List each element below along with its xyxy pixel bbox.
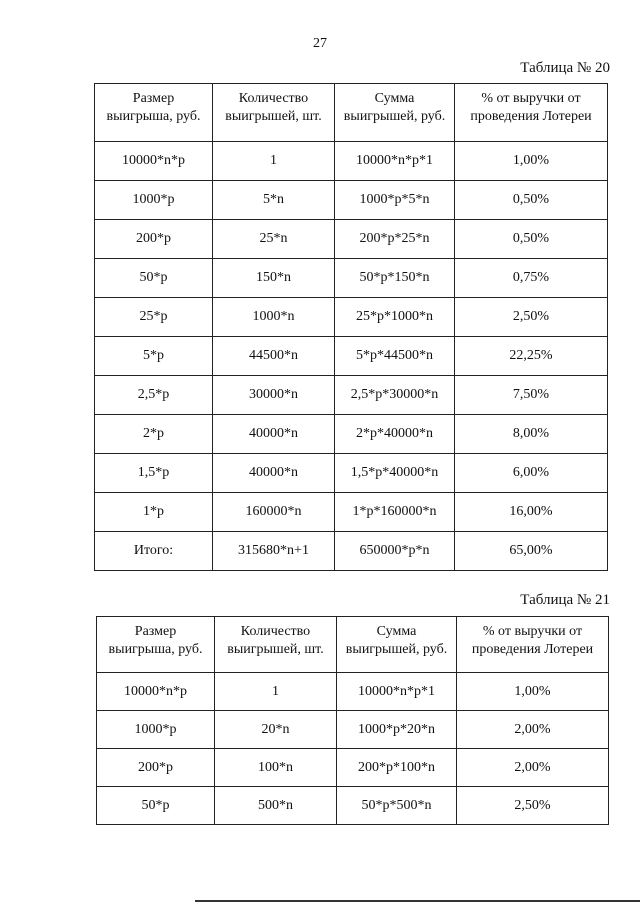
cell-prize-sum: 50*p*150*n: [335, 259, 455, 298]
cell-prize-size: Итого:: [95, 532, 213, 571]
cell-prize-sum: 200*p*25*n: [335, 220, 455, 259]
cell-prize-size: 200*p: [95, 220, 213, 259]
cell-revenue-percent: 2,00%: [457, 749, 609, 787]
cell-revenue-percent: 65,00%: [455, 532, 608, 571]
cell-prize-sum: 1000*p*5*n: [335, 181, 455, 220]
table-row: [95, 181, 608, 220]
cell-revenue-percent: 2,00%: [457, 711, 609, 749]
cell-revenue-percent: 16,00%: [455, 493, 608, 532]
cell-prize-sum: 2*p*40000*n: [335, 415, 455, 454]
cell-prize-sum: 50*p*500*n: [337, 787, 457, 825]
table-row: [97, 673, 609, 711]
table-21-body: [97, 673, 609, 825]
table-20-body: [95, 142, 608, 571]
cell-revenue-percent: 0,75%: [455, 259, 608, 298]
table-row: [95, 415, 608, 454]
header-revenue-percent: % от выручки от проведения Лотереи: [455, 84, 608, 142]
header-prize-count: Количество выигрышей, шт.: [213, 84, 335, 142]
cell-prize-sum: 5*p*44500*n: [335, 337, 455, 376]
cell-prize-sum: 1000*p*20*n: [337, 711, 457, 749]
cell-revenue-percent: 0,50%: [455, 220, 608, 259]
cell-prize-count: 315680*n+1: [213, 532, 335, 571]
cell-prize-count: 160000*n: [213, 493, 335, 532]
table-row: [97, 749, 609, 787]
header-prize-sum: Сумма выигрышей, руб.: [337, 617, 457, 673]
cell-prize-size: 2*p: [95, 415, 213, 454]
table-row: [95, 220, 608, 259]
cell-prize-size: 200*p: [97, 749, 215, 787]
table-row: [95, 493, 608, 532]
table-row: [95, 259, 608, 298]
cell-prize-count: 500*n: [215, 787, 337, 825]
cell-revenue-percent: 8,00%: [455, 415, 608, 454]
cell-prize-size: 1,5*p: [95, 454, 213, 493]
cell-prize-size: 50*p: [97, 787, 215, 825]
table-row: [95, 298, 608, 337]
cell-prize-sum: 1,5*p*40000*n: [335, 454, 455, 493]
table-20-caption: Таблица № 20: [520, 60, 610, 76]
cell-revenue-percent: 0,50%: [455, 181, 608, 220]
cell-prize-count: 5*n: [213, 181, 335, 220]
cell-revenue-percent: 6,00%: [455, 454, 608, 493]
table-row: [95, 454, 608, 493]
page-bottom-edge: [195, 900, 640, 902]
table-21: [96, 616, 609, 825]
cell-prize-size: 1000*p: [95, 181, 213, 220]
cell-prize-count: 100*n: [215, 749, 337, 787]
cell-prize-size: 10000*n*p: [95, 142, 213, 181]
cell-prize-sum: 200*p*100*n: [337, 749, 457, 787]
cell-prize-count: 30000*n: [213, 376, 335, 415]
header-revenue-percent: % от выручки от проведения Лотереи: [457, 617, 609, 673]
cell-prize-sum: 10000*n*p*1: [337, 673, 457, 711]
cell-revenue-percent: 1,00%: [455, 142, 608, 181]
cell-prize-size: 50*p: [95, 259, 213, 298]
cell-revenue-percent: 1,00%: [457, 673, 609, 711]
cell-prize-count: 44500*n: [213, 337, 335, 376]
cell-prize-count: 25*n: [213, 220, 335, 259]
table-row: [95, 376, 608, 415]
cell-revenue-percent: 2,50%: [457, 787, 609, 825]
cell-prize-count: 1: [215, 673, 337, 711]
cell-prize-size: 1*p: [95, 493, 213, 532]
cell-prize-sum: 650000*p*n: [335, 532, 455, 571]
cell-prize-sum: 2,5*p*30000*n: [335, 376, 455, 415]
cell-prize-size: 1000*p: [97, 711, 215, 749]
cell-revenue-percent: 2,50%: [455, 298, 608, 337]
table-row: [97, 787, 609, 825]
cell-prize-size: 25*p: [95, 298, 213, 337]
header-prize-count: Количество выигрышей, шт.: [215, 617, 337, 673]
cell-revenue-percent: 22,25%: [455, 337, 608, 376]
cell-prize-sum: 10000*n*p*1: [335, 142, 455, 181]
cell-prize-size: 10000*n*p: [97, 673, 215, 711]
table-row: [97, 711, 609, 749]
cell-prize-count: 1: [213, 142, 335, 181]
table-row: [95, 142, 608, 181]
cell-prize-sum: 1*p*160000*n: [335, 493, 455, 532]
header-prize-size: Размер выигрыша, руб.: [97, 617, 215, 673]
cell-revenue-percent: 7,50%: [455, 376, 608, 415]
cell-prize-count: 1000*n: [213, 298, 335, 337]
cell-prize-sum: 25*p*1000*n: [335, 298, 455, 337]
cell-prize-count: 150*n: [213, 259, 335, 298]
cell-prize-size: 2,5*p: [95, 376, 213, 415]
cell-prize-size: 5*p: [95, 337, 213, 376]
cell-prize-count: 40000*n: [213, 415, 335, 454]
table-21-caption: Таблица № 21: [520, 592, 610, 608]
page-number: 27: [313, 36, 327, 51]
header-prize-sum: Сумма выигрышей, руб.: [335, 84, 455, 142]
cell-prize-count: 40000*n: [213, 454, 335, 493]
table-row: [95, 532, 608, 571]
cell-prize-count: 20*n: [215, 711, 337, 749]
header-prize-size: Размер выигрыша, руб.: [95, 84, 213, 142]
table-20: [94, 83, 608, 571]
table-row: [95, 337, 608, 376]
